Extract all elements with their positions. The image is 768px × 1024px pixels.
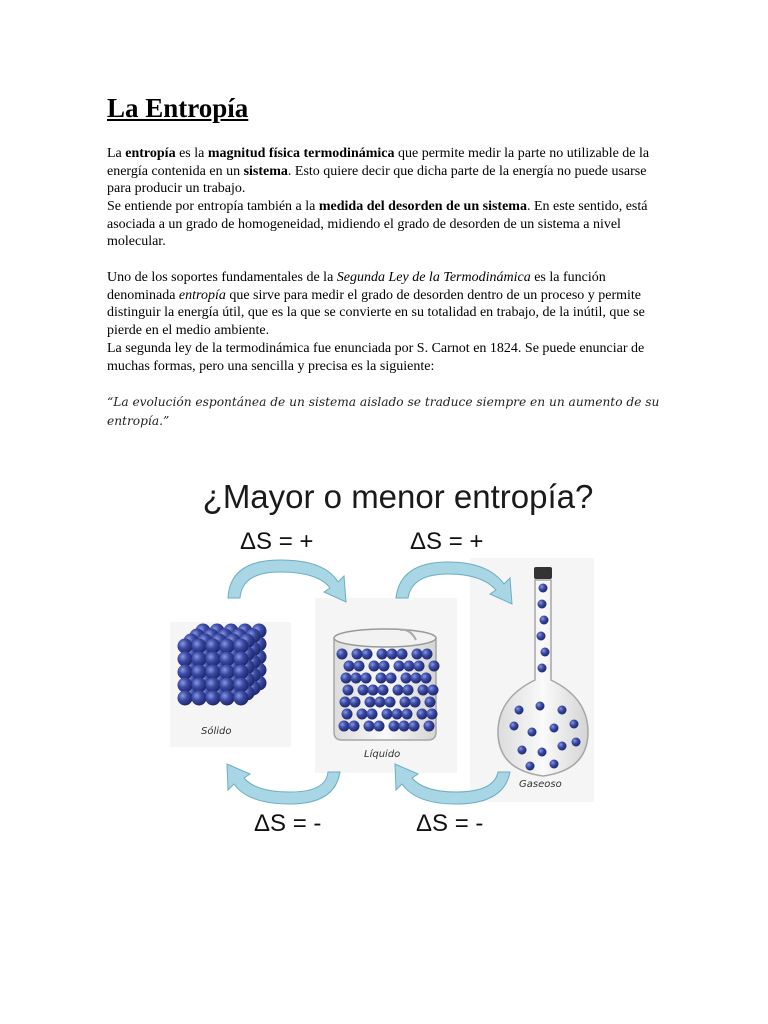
molecule [421,673,432,684]
text-run: que sirve para medir el grado de desorden dentro de un proceso y permite distinguir la energía útil, que es la que se convierte en su totalidad en trabajo, de la inútil, que se pierde en el medio ambiente. [107,287,645,338]
molecule [379,661,390,672]
paragraph-definition [107,145,667,198]
molecule [220,691,235,706]
molecule [344,661,355,672]
text-run: Uno de los soportes fundamentales de la [107,270,337,285]
molecule [526,762,535,771]
molecule [515,706,524,715]
molecule [178,652,193,667]
molecule [558,742,567,751]
molecule [392,709,403,720]
molecule [399,721,410,732]
molecule [206,652,221,667]
entropy-figure [130,470,666,840]
molecule [206,691,221,706]
molecule [518,746,527,755]
molecule [538,664,547,673]
text-run: entropía [125,146,176,161]
delta-s-top-left: ΔS = + [240,528,314,555]
molecule [339,721,350,732]
molecule [358,685,369,696]
molecule [337,649,348,660]
molecule [361,673,372,684]
molecule [220,678,235,693]
solid-cube-molecules [178,624,267,706]
molecule [351,673,362,684]
molecule [400,697,411,708]
molecule [369,661,380,672]
molecule [541,648,550,657]
molecule [570,720,579,729]
molecule [220,665,235,680]
molecule [206,639,221,654]
molecule [510,722,519,731]
document-title: La Entropía [107,93,249,123]
molecule [192,691,207,706]
molecule [389,721,400,732]
molecule [412,649,423,660]
molecule [362,649,373,660]
molecule [418,685,429,696]
molecule [378,685,389,696]
paragraph-carnot: La segunda ley de la termodinámica fue enunciada por S. Carnot en 1824. Se puede enunciar de muchas formas, pero una sencilla y precisa es la siguiente: [107,341,645,374]
paragraph-disorder [107,198,667,251]
figure-graphics [130,470,666,840]
text-run: sistema [243,163,288,179]
molecule [402,709,413,720]
molecule [572,738,581,747]
molecule [536,702,545,711]
molecule [192,652,207,667]
text-run: . En este sentido, está asociada a un grado de homogeneidad, midiendo el grado de desorden de un sistema a nivel molecular. [107,199,648,250]
molecule [368,685,379,696]
molecule [364,721,375,732]
molecule [386,673,397,684]
molecule [540,616,549,625]
molecule [367,709,378,720]
molecule [394,661,405,672]
molecule [354,661,365,672]
molecule [537,632,546,641]
molecule [206,665,221,680]
text-run: magnitud física termodinámica [207,146,395,161]
molecule [393,685,404,696]
molecule [350,697,361,708]
molecule [410,697,421,708]
figure-title: ¿Mayor o menor entropía? [202,478,594,515]
molecule [374,721,385,732]
molecule [375,697,386,708]
liquid-label: Líquido [364,749,401,760]
molecule [425,697,436,708]
molecule [357,709,368,720]
molecule [342,709,353,720]
molecule [220,639,235,654]
molecule [234,639,249,654]
molecule [550,724,559,733]
molecule [558,706,567,715]
gas-label: Gaseoso [519,779,562,790]
molecule [403,685,414,696]
molecule [428,685,439,696]
liquid-beaker [334,629,440,740]
molecule [539,584,548,593]
text-run: La [107,146,126,161]
text-run: es la función denominada [107,270,606,303]
molecule [538,748,547,757]
molecule [234,665,249,680]
molecule [178,691,193,706]
arrow-liquid-to-gas [396,562,512,604]
molecule [220,652,235,667]
molecule [192,678,207,693]
molecule [414,661,425,672]
arrow-solid-to-liquid [228,560,346,602]
molecule [349,721,360,732]
paragraph-second-law [107,269,667,339]
delta-s-bottom-left: ΔS = - [254,810,322,837]
arrow-liquid-to-solid [227,764,340,804]
molecule [397,649,408,660]
molecule [192,665,207,680]
molecule [411,673,422,684]
molecule [234,678,249,693]
molecule [404,661,415,672]
molecule [387,649,398,660]
delta-s-top-right: ΔS = + [410,528,484,555]
molecule [341,673,352,684]
text-run: es la [175,146,208,161]
molecule [352,649,363,660]
molecule [538,600,547,609]
molecule [401,673,412,684]
molecule [550,760,559,769]
molecule [234,691,249,706]
text-run: medida del desorden de un sistema [318,199,527,214]
molecule [192,639,207,654]
arrow-gas-to-liquid [395,764,510,804]
molecule [429,661,440,672]
text-run: entropía [178,287,226,303]
quote-second-law: “La evolución espontánea de un sistema aislado se traduce siempre en un aumento de su entropía.” [107,395,660,428]
molecule [382,709,393,720]
molecule [427,709,438,720]
molecule [528,728,537,737]
molecule [376,673,387,684]
molecule [340,697,351,708]
molecule [178,678,193,693]
solid-label: Sólido [201,726,232,737]
molecule [422,649,433,660]
molecule [377,649,388,660]
molecule [409,721,420,732]
text-run: que permite medir la parte no utilizable de la energía contenida en un [107,146,650,179]
molecule [178,665,193,680]
molecule [365,697,376,708]
molecule [234,652,249,667]
molecule [424,721,435,732]
text-run: . Esto quiere decir que dicha parte de la energía no puede usarse para producir un trabajo. [107,163,647,197]
text-run: Segunda Ley de la Termodinámica [336,270,531,285]
text-run: Se entiende por entropía también a la [107,199,319,214]
molecule [178,639,193,654]
molecule [385,697,396,708]
delta-s-bottom-right: ΔS = - [416,810,484,837]
molecule [343,685,354,696]
molecule [417,709,428,720]
molecule [206,678,221,693]
